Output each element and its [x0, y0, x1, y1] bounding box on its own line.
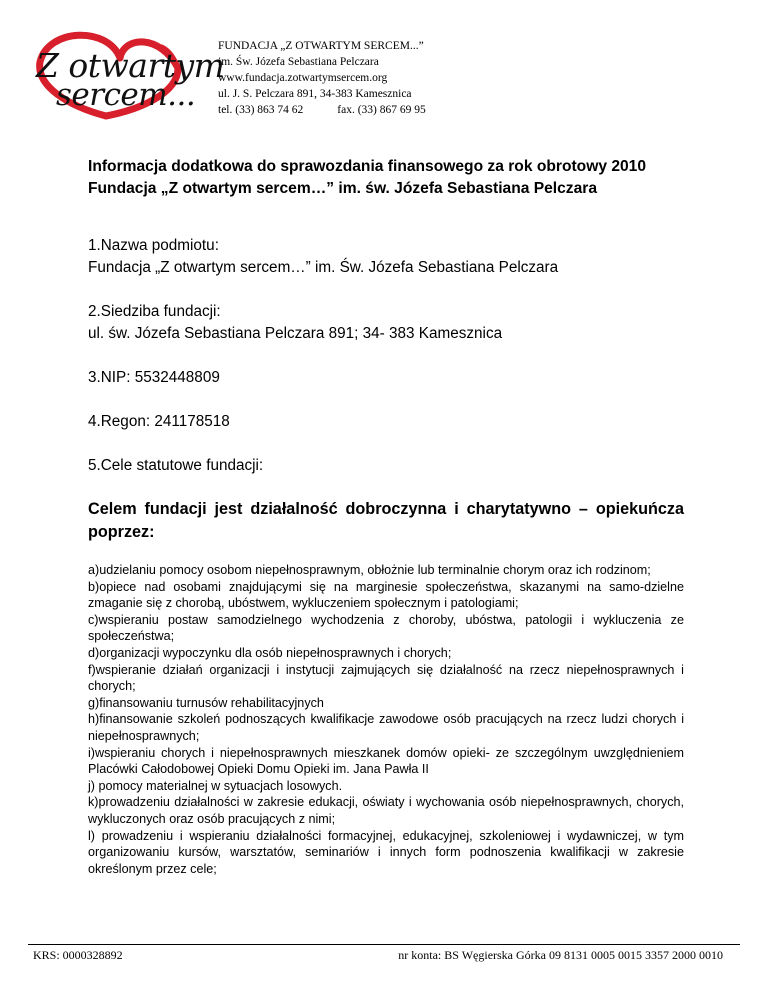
org-contact-line — [218, 102, 426, 118]
section-2-value: ul. św. Józefa Sebastiana Pelczara 891; 34- 383 Kamesznica — [88, 325, 503, 342]
org-phone: tel. (33) 863 74 62 — [218, 104, 304, 116]
foundation-logo — [28, 28, 225, 120]
org-patron: im. Św. Józefa Sebastiana Pelczara — [218, 56, 379, 68]
list-item: k)prowadzeniu działalności w zakresie edukacji, oświaty i wychowania osób niepełnosprawnych, chorych, wykluczonych oraz osób pracujących z nimi; — [88, 795, 684, 826]
list-item: h)finansowanie szkoleń podnoszących kwalifikacje zawodowe osób pracujących na rzecz ludzi chorych i niepełnosprawnych; — [88, 712, 684, 743]
list-item: j) pomocy materialnej w sytuacjach losowych. — [88, 778, 343, 793]
section-3-nip: 3.NIP: 5532448809 — [88, 369, 220, 386]
list-item: i)wspieraniu chorych i niepełnosprawnych mieszkanek domów opieki- ze szczególnym uwzględnieniem Placówki Całodobowej Opieki Domu Opieki im. Jana Pawła II — [88, 745, 684, 777]
footer-divider — [28, 944, 740, 945]
org-website: www.fundacja.zotwartymsercem.org — [218, 72, 388, 84]
footer-bank-account: nr konta: BS Węgierska Górka 09 8131 0005 0015 3357 2000 0010 — [398, 948, 723, 962]
list-item: g)finansowaniu turnusów rehabilitacyjnych — [88, 695, 324, 710]
org-address: ul. J. S. Pelczara 891, 34-383 Kamesznica — [218, 88, 412, 100]
section-2-label: 2.Siedziba fundacji: — [88, 303, 221, 320]
list-item: f)wspieranie działań organizacji i instytucji zajmujących się działalność na rzecz niepełnosprawnych i chorych; — [88, 662, 684, 694]
logo-text-line2: sercem... — [56, 77, 196, 113]
document-body — [88, 156, 684, 877]
document-title-line1: Informacja dodatkowa do sprawozdania finansowego za rok obrotowy 2010 — [88, 158, 647, 175]
list-item: b)opiece nad osobami znajdującymi się na marginesie społeczeństwa, skazanymi na samo-dzielne zmaganie się z chorobą, ubóstwem, wykluczeniem społecznym i patologiami; — [88, 579, 684, 611]
list-item: a)udzielaniu pomocy osobom niepełnosprawnym, obłożnie lub terminalnie chorym oraz ich rodzinom; — [88, 563, 651, 577]
org-name: FUNDACJA „Z OTWARTYM SERCEM...” — [218, 40, 424, 52]
list-item: l) prowadzeniu i wspieraniu działalności formacyjnej, edukacyjnej, szkoleniowej i wydawniczej, w tym organizowaniu kursów, warsztatów, seminariów i innych form podnoszenia kwalifikacji w zakresie określonym przez cele; — [88, 828, 684, 876]
goals-lead: Celem fundacji jest działalność dobroczynna i charytatywno – opiekuńcza poprzez: — [88, 500, 684, 541]
section-5-label: 5.Cele statutowe fundacji: — [88, 457, 264, 474]
section-1-value: Fundacja „Z otwartym sercem…” im. Św. Józefa Sebastiana Pelczara — [88, 259, 559, 276]
list-item: c)wspieraniu postaw samodzielnego wychodzenia z choroby, ubóstwa, patologii i wykluczenia ze społeczeństwa; — [88, 612, 684, 644]
logo-text-line1: Z otwartym — [36, 46, 225, 85]
section-4-regon: 4.Regon: 241178518 — [88, 413, 230, 430]
goals-list — [88, 562, 684, 877]
organization-address-block — [218, 38, 426, 118]
org-fax: fax. (33) 867 69 95 — [337, 104, 426, 116]
list-item: d)organizacji wypoczynku dla osób niepełnosprawnych i chorych; — [88, 645, 452, 660]
section-1-label: 1.Nazwa podmiotu: — [88, 237, 219, 254]
document-title-line2: Fundacja „Z otwartym sercem…” im. św. Józefa Sebastiana Pelczara — [88, 180, 598, 197]
footer-krs: KRS: 0000328892 — [33, 948, 123, 962]
